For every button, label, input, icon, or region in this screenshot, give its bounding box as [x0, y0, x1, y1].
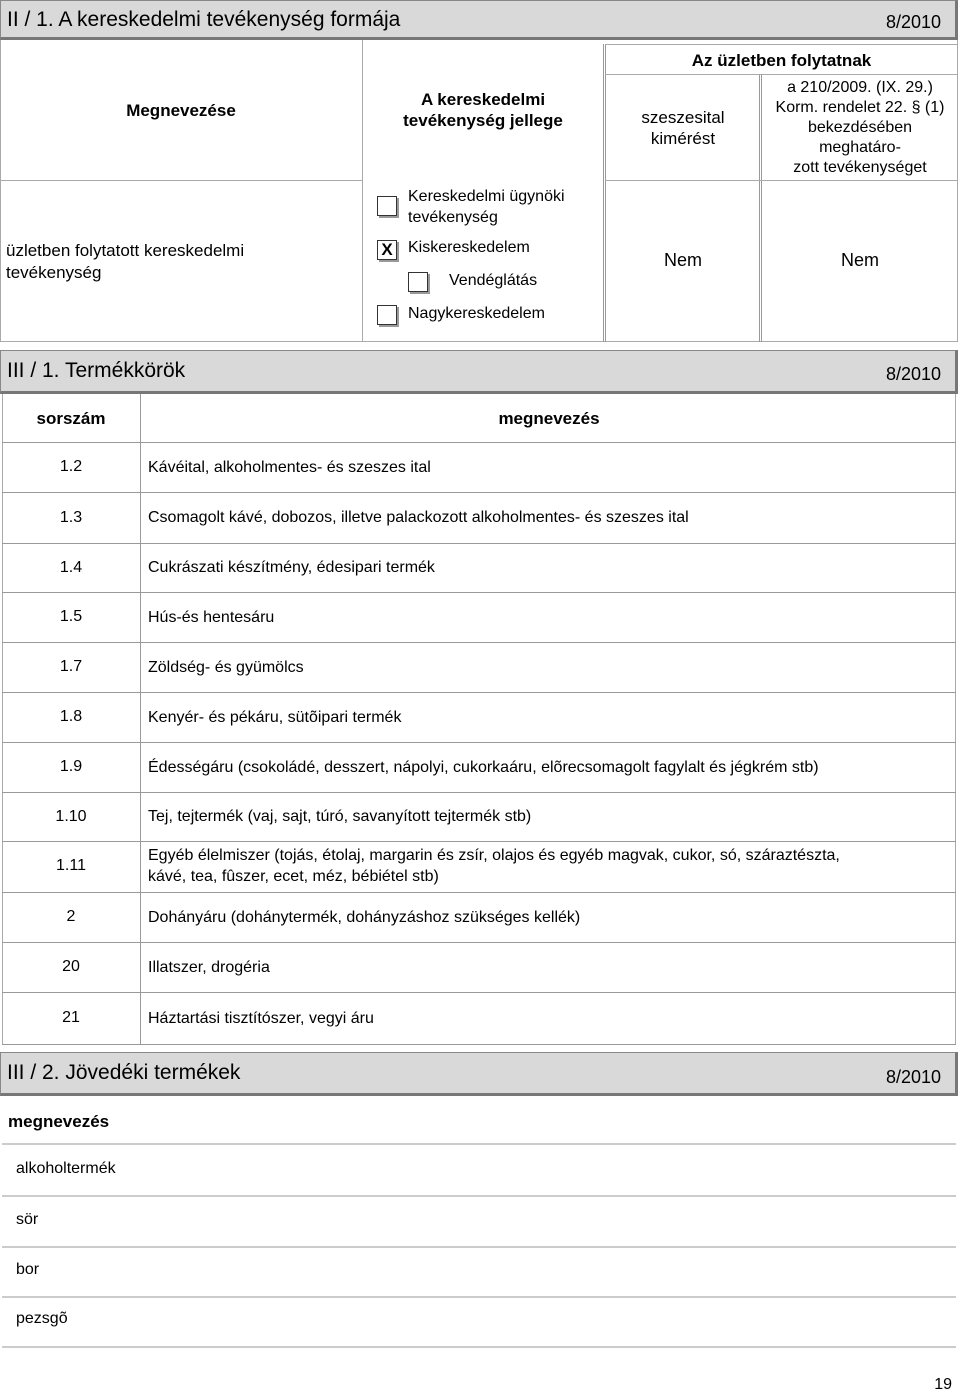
- row-divider: [2, 1296, 956, 1298]
- product-row-name: Cukrászati készítmény, édesipari termék: [148, 559, 435, 576]
- product-row-number: 1.7: [59, 658, 83, 675]
- product-row-number: 1.3: [59, 508, 83, 526]
- value-alcohol: Nem: [663, 249, 702, 270]
- excise-item: bor: [16, 1261, 40, 1278]
- row-divider: [2, 1346, 956, 1348]
- section-title: II / 1. A kereskedelmi tevékenység formája: [7, 8, 401, 31]
- row-label-activity: üzletben folytatott kereskedelmi tevékenység: [6, 241, 245, 282]
- product-row-number: 1.2: [59, 458, 83, 475]
- product-row-name: Zöldség- és gyümölcs: [148, 658, 304, 676]
- section-header-form: [0, 0, 958, 40]
- column-header-regulation: a 210/2009. (IX. 29.) Korm. rendelet 22. § (1) bekezdésében meghatáro- zott tevékenységet: [775, 79, 945, 176]
- excise-item: pezsgõ: [16, 1310, 68, 1327]
- section-date: 8/2010: [885, 1067, 941, 1087]
- product-row-number: 20: [62, 958, 80, 975]
- checkbox-agent[interactable]: [377, 196, 397, 216]
- column-header-number: sorszám: [36, 409, 106, 428]
- product-row-number: 1.4: [59, 558, 83, 576]
- checkbox-catering[interactable]: [408, 272, 428, 292]
- section-title: III / 1. Termékkörök: [7, 359, 186, 382]
- value-regulation: Nem: [840, 249, 879, 270]
- section-header-excise: [0, 1052, 958, 1096]
- product-row-number: 1.5: [59, 608, 83, 625]
- excise-item: sör: [16, 1211, 39, 1228]
- product-row-name: Egyéb élelmiszer (tojás, étolaj, margarin és zsír, olajos és egyéb magvak, cukor, só, száraztészta, kávé, tea, fûszer, ecet, méz, bébiétel stb): [148, 847, 840, 885]
- product-row-name: Édességáru (csokoládé, desszert, nápolyi, cukorkaáru, elõrecsomagolt fagylalt és jégkrém stb): [148, 758, 819, 776]
- product-row-name: Kenyér- és pékáru, sütõipari termék: [148, 708, 402, 726]
- column-header-type: A kereskedelmi tevékenység jellege: [403, 90, 563, 130]
- product-row-number: 1.8: [59, 708, 83, 725]
- product-row-number: 1.10: [55, 807, 87, 825]
- section-date: 8/2010: [885, 12, 941, 32]
- option-label-agent: Kereskedelmi ügynöki tevékenység: [408, 188, 565, 226]
- column-header-product-name: megnevezés: [498, 409, 600, 428]
- row-divider: [2, 1246, 956, 1248]
- product-row-name: Illatszer, drogéria: [148, 958, 270, 976]
- section-header-products: [0, 350, 958, 394]
- section-date: 8/2010: [885, 364, 941, 384]
- option-label-wholesale: Nagykereskedelem: [408, 305, 545, 322]
- option-label-retail: Kiskereskedelem: [408, 239, 530, 256]
- product-row-name: Csomagolt kávé, dobozos, illetve palackozott alkoholmentes- és szeszes ital: [148, 509, 689, 526]
- product-row-number: 1.11: [56, 857, 86, 874]
- option-label-catering: Vendéglátás: [449, 272, 538, 289]
- row-divider: [2, 1195, 956, 1197]
- column-header-group: Az üzletben folytatnak: [691, 50, 872, 70]
- checkbox-retail[interactable]: X: [377, 240, 397, 260]
- product-row-name: Dohányáru (dohánytermék, dohányzáshoz szükséges kellék): [148, 908, 581, 926]
- column-header-name: Megnevezése: [126, 100, 236, 120]
- product-row-name: Tej, tejtermék (vaj, sajt, túró, savanyított tejtermék stb): [148, 808, 532, 825]
- row-divider: [2, 1044, 956, 1045]
- product-row-number: 21: [62, 1009, 80, 1026]
- column-header-alcohol: szeszesital kimérést: [641, 108, 725, 148]
- product-row-name: Kávéital, alkoholmentes- és szeszes ital: [148, 458, 431, 476]
- column-header-excise-name: megnevezés: [8, 1112, 110, 1131]
- section-title: III / 2. Jövedéki termékek: [7, 1061, 241, 1084]
- product-row-number: 1.9: [59, 758, 83, 775]
- checkbox-wholesale[interactable]: [377, 305, 397, 325]
- product-row-number: 2: [66, 908, 76, 925]
- product-row-name: Hús-és hentesáru: [148, 608, 275, 626]
- page-number: 19: [934, 1376, 952, 1393]
- product-row-name: Háztartási tisztítószer, vegyi áru: [148, 1009, 374, 1027]
- excise-item: alkoholtermék: [16, 1160, 116, 1177]
